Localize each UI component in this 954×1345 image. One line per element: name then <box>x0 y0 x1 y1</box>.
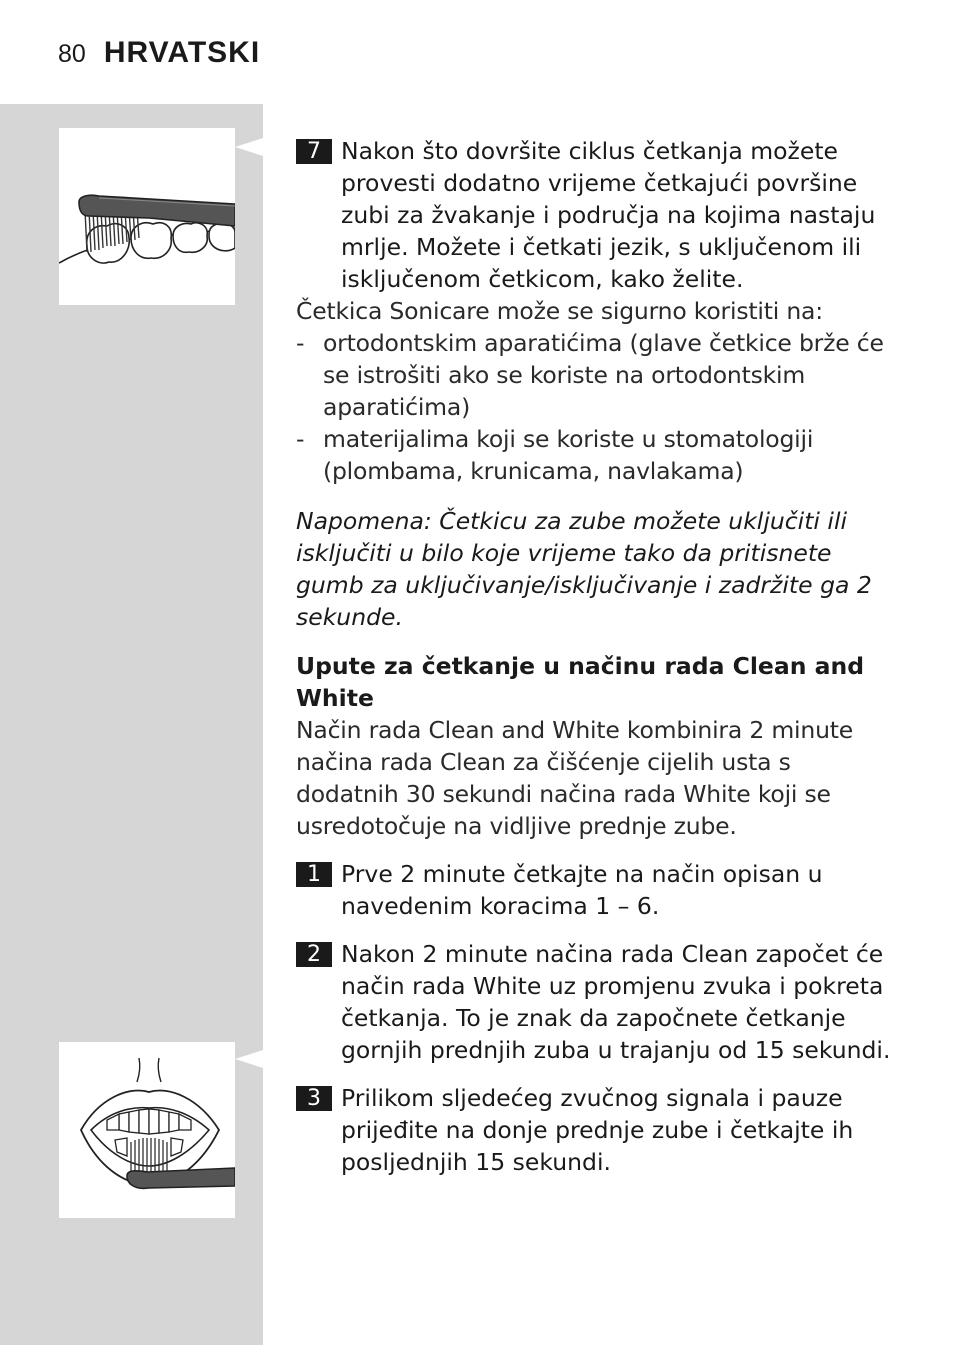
step-number-badge: 3 <box>296 1086 332 1111</box>
usage-list-item-text: ortodontskim aparatićima (glave četkice brže će se istrošiti ako se koriste na ortodontskim aparatićima) <box>323 329 884 421</box>
main-content <box>296 135 896 1178</box>
step-1 <box>296 858 896 922</box>
language-heading: HRVATSKI <box>103 36 261 69</box>
toothbrush-molars-icon <box>59 128 235 305</box>
usage-list-item-text: materijalima koji se koriste u stomatologiji (plombama, krunicama, navlakama) <box>323 425 814 485</box>
step-7 <box>296 135 896 295</box>
step-number-badge: 2 <box>296 942 332 967</box>
usage-intro: Četkica Sonicare može se sigurno koristiti na: <box>296 297 823 325</box>
step-text: Nakon što dovršite ciklus četkanja možete provesti dodatno vrijeme četkajući površine zubi za žvakanje i područja na kojima nastaju mrlje. Možete i četkati jezik, s uključenom ili isključenom četkicom, kako želite. <box>341 137 876 293</box>
note-text: Napomena: Četkicu za zube možete uključiti ili isključiti u bilo koje vrijeme tako da pritisnete gumb za uključivanje/isključivanje i zadržite ga 2 sekunde. <box>296 507 872 631</box>
section-intro: Način rada Clean and White kombinira 2 minute načina rada Clean za čišćenje cijelih usta s dodatnih 30 sekundi načina rada White koji se usredotočuje na vidljive prednje zube. <box>296 716 854 840</box>
page-number: 80 <box>58 40 86 68</box>
step-text: Prve 2 minute četkajte na način opisan u navedenim koracima 1 – 6. <box>341 860 823 920</box>
figure-pointer <box>235 138 263 156</box>
figure-pointer <box>235 1050 263 1068</box>
step-text: Prilikom sljedećeg zvučnog signala i pauze prijeđite na donje prednje zube i četkajte ih posljednjih 15 sekundi. <box>341 1084 854 1176</box>
toothbrush-chewing-surfaces-figure <box>59 128 235 305</box>
step-number-badge: 7 <box>296 139 332 164</box>
usage-list-item: - ortodontskim aparatićima (glave četkice brže će se istrošiti ako se koriste na ortodontskim aparatićima) <box>296 329 884 421</box>
toothbrush-front-teeth-icon <box>59 1042 235 1218</box>
step-number-badge: 1 <box>296 862 332 887</box>
toothbrush-front-teeth-figure <box>59 1042 235 1218</box>
step-3 <box>296 1082 896 1178</box>
step-2 <box>296 938 896 1066</box>
step-text: Nakon 2 minute načina rada Clean započet će način rada White uz promjenu zvuka i pokreta četkanja. To je znak da započnete četkanje gornjih prednjih zuba u trajanju od 15 sekundi. <box>341 940 891 1064</box>
usage-list-item: - materijalima koji se koriste u stomatologiji (plombama, krunicama, navlakama) <box>296 425 814 485</box>
section-title: Upute za četkanje u načinu rada Clean and White <box>296 652 865 712</box>
page-header <box>58 36 260 76</box>
